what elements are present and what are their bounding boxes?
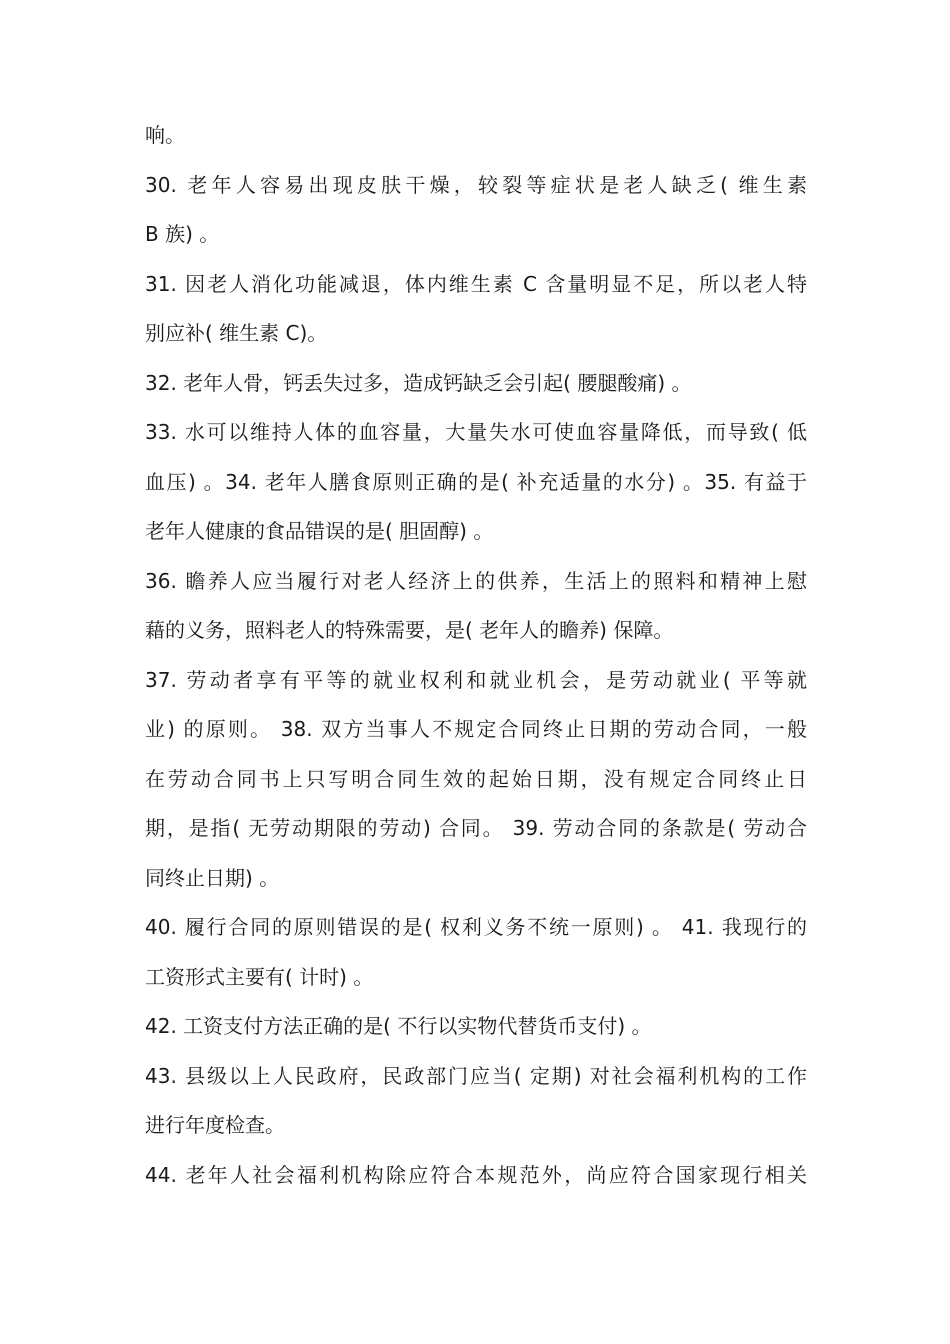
text-line: 藉的义务，照料老人的特殊需要，是( 老年人的瞻养) 保障。	[145, 618, 674, 642]
text-line: 业) 的原则。 38. 双方当事人不规定合同终止日期的劳动合同，一般	[145, 717, 807, 741]
text-line: 进行年度检查。	[145, 1113, 285, 1137]
text-line: 工资形式主要有( 计时) 。	[145, 964, 374, 989]
text-line: 期，是指( 无劳动期限的劳动) 合同。 39. 劳动合同的条款是( 劳动合	[145, 816, 807, 840]
text-line: B 族) 。	[145, 222, 220, 246]
text-line: 在劳动合同书上只写明合同生效的起始日期，没有规定合同终止日	[145, 766, 807, 791]
text-line: 30. 老年人容易出现皮肤干燥，较裂等症状是老人缺乏( 维生素	[145, 172, 807, 197]
text-line: 别应补( 维生素 C)。	[145, 321, 328, 345]
text-line: 43. 县级以上人民政府，民政部门应当( 定期) 对社会福利机构的工作	[145, 1063, 807, 1088]
text-line: 同终止日期) 。	[145, 865, 280, 890]
text-line: 31. 因老人消化功能减退，体内维生素 C 含量明显不足，所以老人特	[145, 271, 807, 296]
text-line: 响。	[145, 123, 185, 147]
text-line: 33. 水可以维持人体的血容量，大量失水可使血容量降低，而导致( 低	[145, 420, 807, 444]
text-line: 42. 工资支付方法正确的是( 不行以实物代替货币支付) 。	[145, 1014, 652, 1038]
text-line: 32. 老年人骨，钙丢失过多，造成钙缺乏会引起( 腰腿酸痛) 。	[145, 370, 692, 395]
text-line: 血压) 。34. 老年人膳食原则正确的是( 补充适量的水分) 。35. 有益于	[145, 469, 807, 494]
text-line: 老年人健康的食品错误的是( 胆固醇) 。	[145, 519, 494, 543]
text-line: 40. 履行合同的原则错误的是( 权利义务不统一原则) 。 41. 我现行的	[145, 915, 807, 939]
text-line: 36. 瞻养人应当履行对老人经济上的供养，生活上的照料和精神上慰	[145, 568, 807, 593]
document-body	[145, 111, 807, 1200]
text-line: 37. 劳动者享有平等的就业权利和就业机会，是劳动就业( 平等就	[145, 667, 807, 692]
text-line: 44. 老年人社会福利机构除应符合本规范外，尚应符合国家现行相关	[145, 1162, 807, 1187]
